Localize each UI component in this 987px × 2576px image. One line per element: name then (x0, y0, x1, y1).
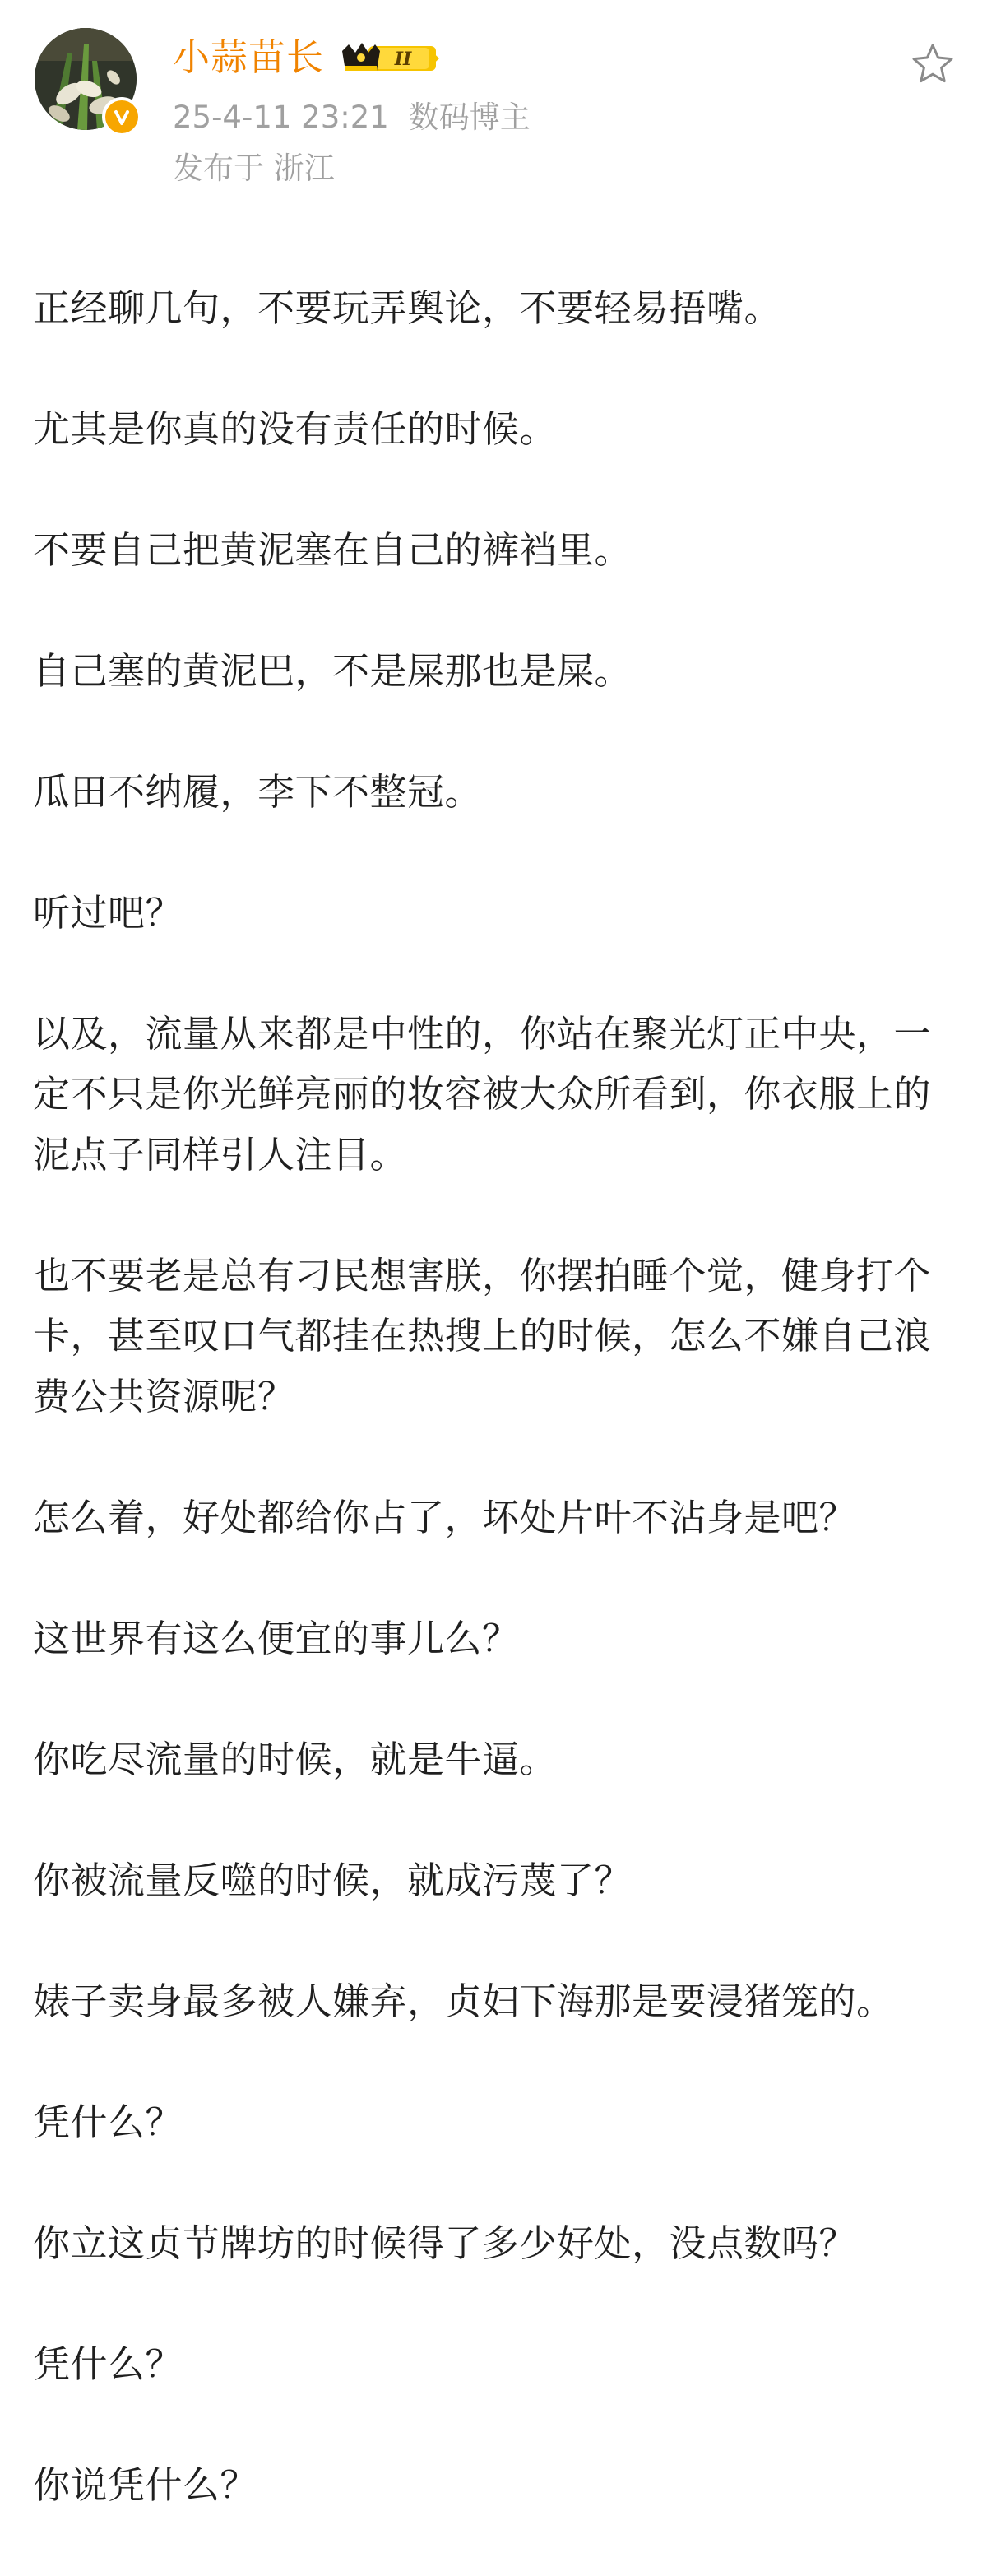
paragraph-5: 瓜田不纳履，李下不整冠。 (33, 769, 483, 814)
verified-badge-icon (102, 97, 141, 137)
paragraph-14: 凭什么？ (33, 2100, 183, 2144)
paragraph-6: 听过吧？ (33, 890, 183, 935)
paragraph-4: 自己塞的黄泥巴，不是屎那也是屎。 (33, 648, 633, 693)
paragraph-7: 以及，流量从来都是中性的，你站在聚光灯正中央，一定不只是你光鲜亮丽的妆容被大众所看到，你衣服上的泥点子同样引人注目。 (33, 1011, 932, 1177)
post-header (0, 0, 987, 197)
paragraph-8: 也不要老是总有刁民想害朕，你摆拍睡个觉，健身打个卡，甚至叹口气都挂在热搜上的时候，怎么不嫌自己浪费公共资源呢？ (33, 1253, 932, 1418)
author-name[interactable]: 小蒜苗长 (173, 35, 325, 79)
author-row (173, 33, 443, 82)
paragraph-15: 你立这贞节牌坊的时候得了多少好处，没点数吗？ (33, 2221, 857, 2265)
post-time: 25-4-11 23:21 (173, 100, 389, 135)
paragraph-11: 你吃尽流量的时候，就是牛逼。 (33, 1737, 558, 1781)
paragraph-13: 婊子卖身最多被人嫌弃，贞妇下海那是要浸猪笼的。 (33, 1979, 894, 2023)
post-meta (173, 97, 531, 138)
paragraph-2: 尤其是你真的没有责任的时候。 (33, 406, 558, 451)
paragraph-10: 这世界有这么便宜的事儿么？ (33, 1616, 520, 1660)
paragraph-16: 凭什么？ (33, 2342, 183, 2386)
paragraph-9: 怎么着，好处都给你占了，坏处片叶不沾身是吧？ (33, 1495, 857, 1539)
paragraph-3: 不要自己把黄泥塞在自己的裤裆里。 (33, 527, 633, 572)
crown-badge-icon[interactable] (337, 36, 443, 79)
paragraph-1: 正经聊几句，不要玩弄舆论，不要轻易捂嘴。 (33, 285, 782, 330)
author-tag: 数码博主 (408, 100, 531, 135)
post-location: 发布于 浙江 (173, 151, 335, 186)
paragraph-17: 你说凭什么？ (33, 2462, 258, 2507)
star-icon[interactable] (910, 41, 956, 87)
post-content (33, 217, 962, 2576)
paragraph-12: 你被流量反噬的时候，就成污蔑了？ (33, 1858, 633, 1902)
badge-level-text: II (394, 49, 412, 70)
